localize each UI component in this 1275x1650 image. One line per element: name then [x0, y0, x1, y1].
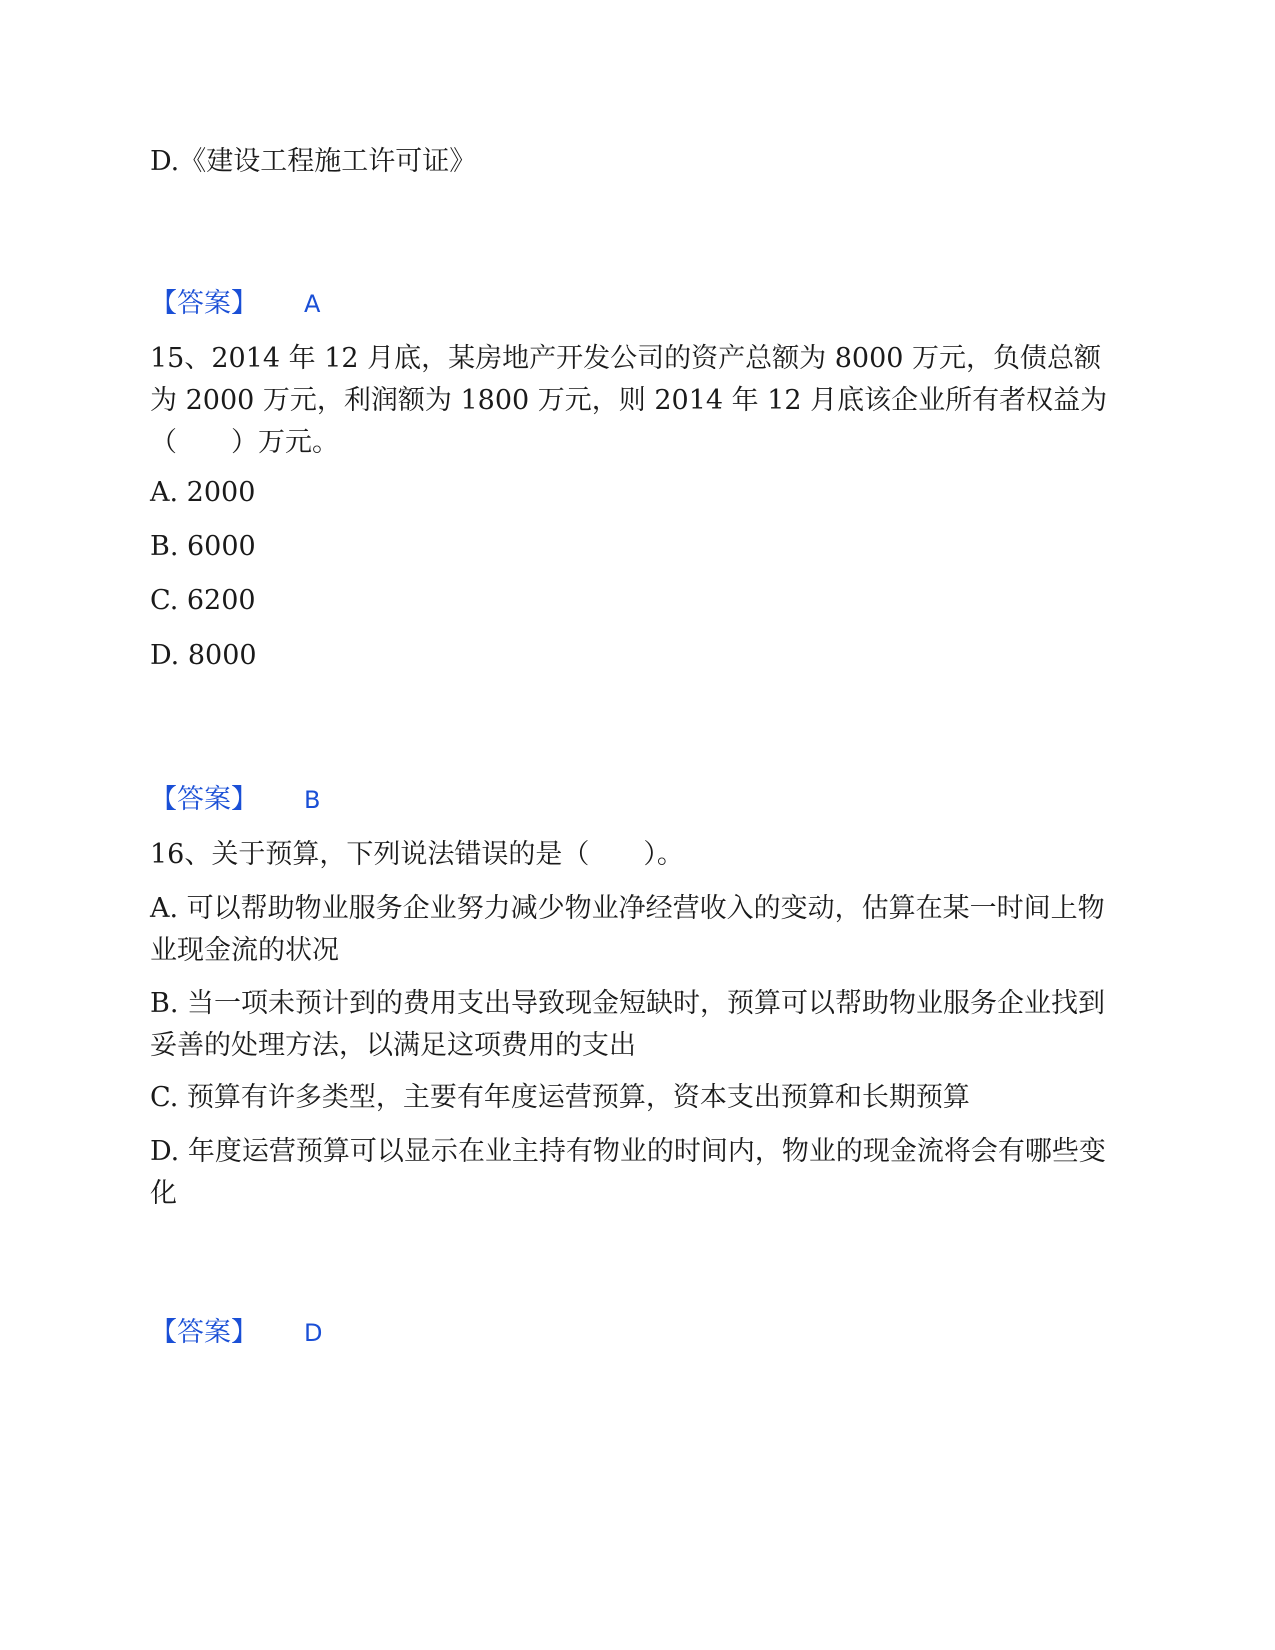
q15-stem: 15、2014 年 12 月底，某房地产开发公司的资产总额为 8000 万元，负债总额为 2000 万元，利润额为 1800 万元，则 2014 年 12 月底该企业所有者权益为（ ）万元。 — [150, 343, 1108, 458]
answer-block-3 — [150, 1313, 322, 1353]
q16-option-c: C. 预算有许多类型，主要有年度运营预算，资本支出预算和长期预算 — [150, 1082, 970, 1113]
q16-option-d: D. 年度运营预算可以显示在业主持有物业的时间内，物业的现金流将会有哪些变化 — [150, 1136, 1106, 1209]
answer-value: D — [304, 1319, 323, 1347]
q16-option-a: A. 可以帮助物业服务企业努力减少物业净经营收入的变动，估算在某一时间上物业现金流的状况 — [150, 893, 1105, 966]
q15-option-b: B. 6000 — [150, 531, 256, 562]
answer-label: 【答案】 — [150, 1317, 258, 1348]
q16-stem: 16、关于预算，下列说法错误的是（ ）。 — [150, 839, 684, 870]
q16-option-b: B. 当一项未预计到的费用支出导致现金短缺时，预算可以帮助物业服务企业找到妥善的处理方法，以满足这项费用的支出 — [150, 988, 1106, 1061]
q15-option-a: A. 2000 — [150, 477, 256, 508]
q14-option-d: D.《建设工程施工许可证》 — [150, 146, 477, 177]
answer-label: 【答案】 — [150, 288, 258, 319]
answer-value: B — [304, 786, 321, 814]
answer-block-2 — [150, 780, 320, 820]
answer-value: A — [304, 290, 321, 318]
q15-option-c: C. 6200 — [150, 585, 256, 616]
q15-option-d: D. 8000 — [150, 640, 257, 671]
answer-block-1 — [150, 284, 320, 324]
answer-label: 【答案】 — [150, 784, 258, 815]
